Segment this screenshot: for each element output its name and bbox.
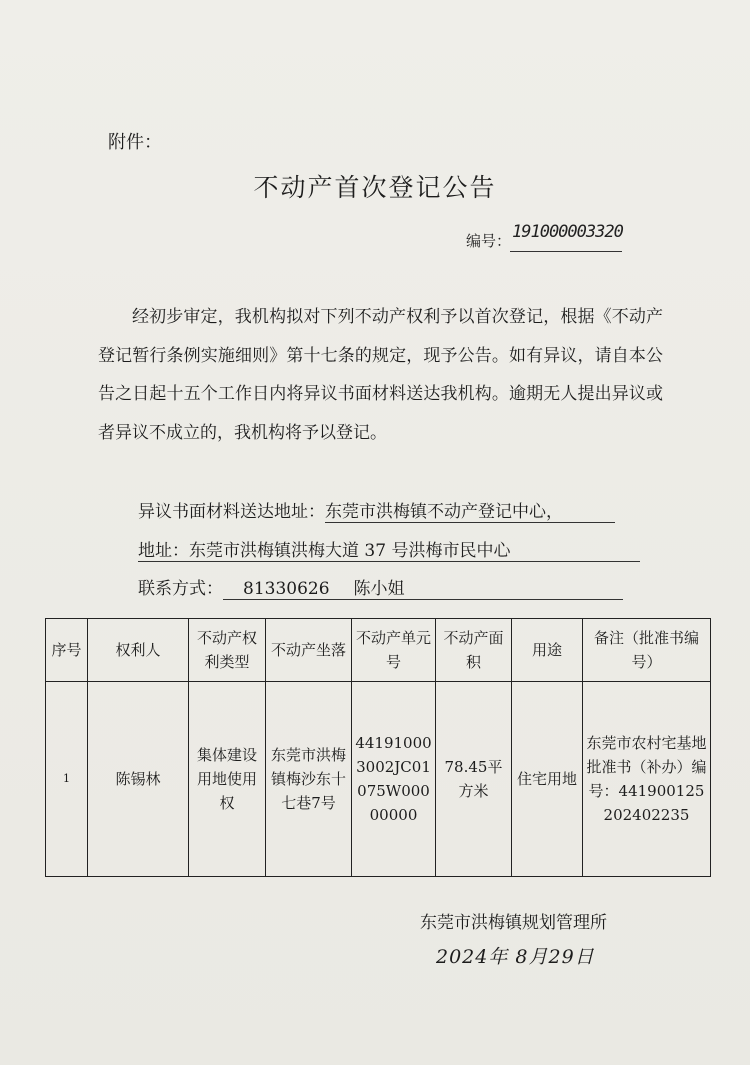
header-index: 序号 <box>46 619 88 682</box>
table-row <box>46 682 711 877</box>
header-location: 不动产坐落 <box>266 619 352 682</box>
header-note: 备注（批准书编号） <box>583 619 711 682</box>
issuer-name: 东莞市洪梅镇规划管理所 <box>420 913 607 933</box>
objection-place: 东莞市洪梅镇不动产登记中心， <box>325 497 615 523</box>
cell-index: 1 <box>46 682 88 877</box>
address-line <box>138 536 640 562</box>
number-value: 191000003320 <box>512 222 623 242</box>
address-wrap <box>138 536 640 562</box>
attachment-label: 附件： <box>108 132 162 153</box>
registration-table <box>45 618 711 877</box>
objection-line <box>138 497 615 523</box>
contact-wrap <box>223 574 623 600</box>
number-underline <box>510 251 622 252</box>
cell-location: 东莞市洪梅镇梅沙东十七巷7号 <box>266 682 352 877</box>
notice-body: 经初步审定，我机构拟对下列不动产权利予以首次登记，根据《不动产登记暂行条例实施细则》第十七条的规定，现予公告。如有异议，请自本公告之日起十五个工作日内将异议书面材料送达我机构。逾期无人提出异议或者异议不成立的，我机构将予以登记。 <box>98 307 663 443</box>
cell-owner: 陈锡林 <box>88 682 189 877</box>
cell-unit-no: 441910003002JC01075W00000000 <box>352 682 436 877</box>
number-label: 编号： <box>466 232 512 250</box>
header-area: 不动产面积 <box>436 619 512 682</box>
table-header-row <box>46 619 711 682</box>
cell-usage: 住宅用地 <box>512 682 583 877</box>
cell-note: 东莞市农村宅基地批准书（补办）编号：441900125202402235 <box>583 682 711 877</box>
contact-label: 联系方式： <box>138 579 223 599</box>
contact-phone: 81330626 <box>243 579 330 599</box>
cell-right-type: 集体建设用地使用权 <box>189 682 266 877</box>
objection-label: 异议书面材料送达地址： <box>138 502 325 522</box>
header-right-type: 不动产权利类型 <box>189 619 266 682</box>
page-title: 不动产首次登记公告 <box>253 173 497 202</box>
address-value: 东莞市洪梅镇洪梅大道 37 号洪梅市民中心 <box>189 541 511 561</box>
contact-person: 陈小姐 <box>353 579 405 599</box>
header-owner: 权利人 <box>88 619 189 682</box>
header-usage: 用途 <box>512 619 583 682</box>
address-label: 地址： <box>138 541 189 561</box>
cell-area: 78.45平方米 <box>436 682 512 877</box>
contact-line <box>138 574 623 600</box>
issue-date: 2024年 8月29日 <box>436 946 595 968</box>
header-unit-no: 不动产单元号 <box>352 619 436 682</box>
